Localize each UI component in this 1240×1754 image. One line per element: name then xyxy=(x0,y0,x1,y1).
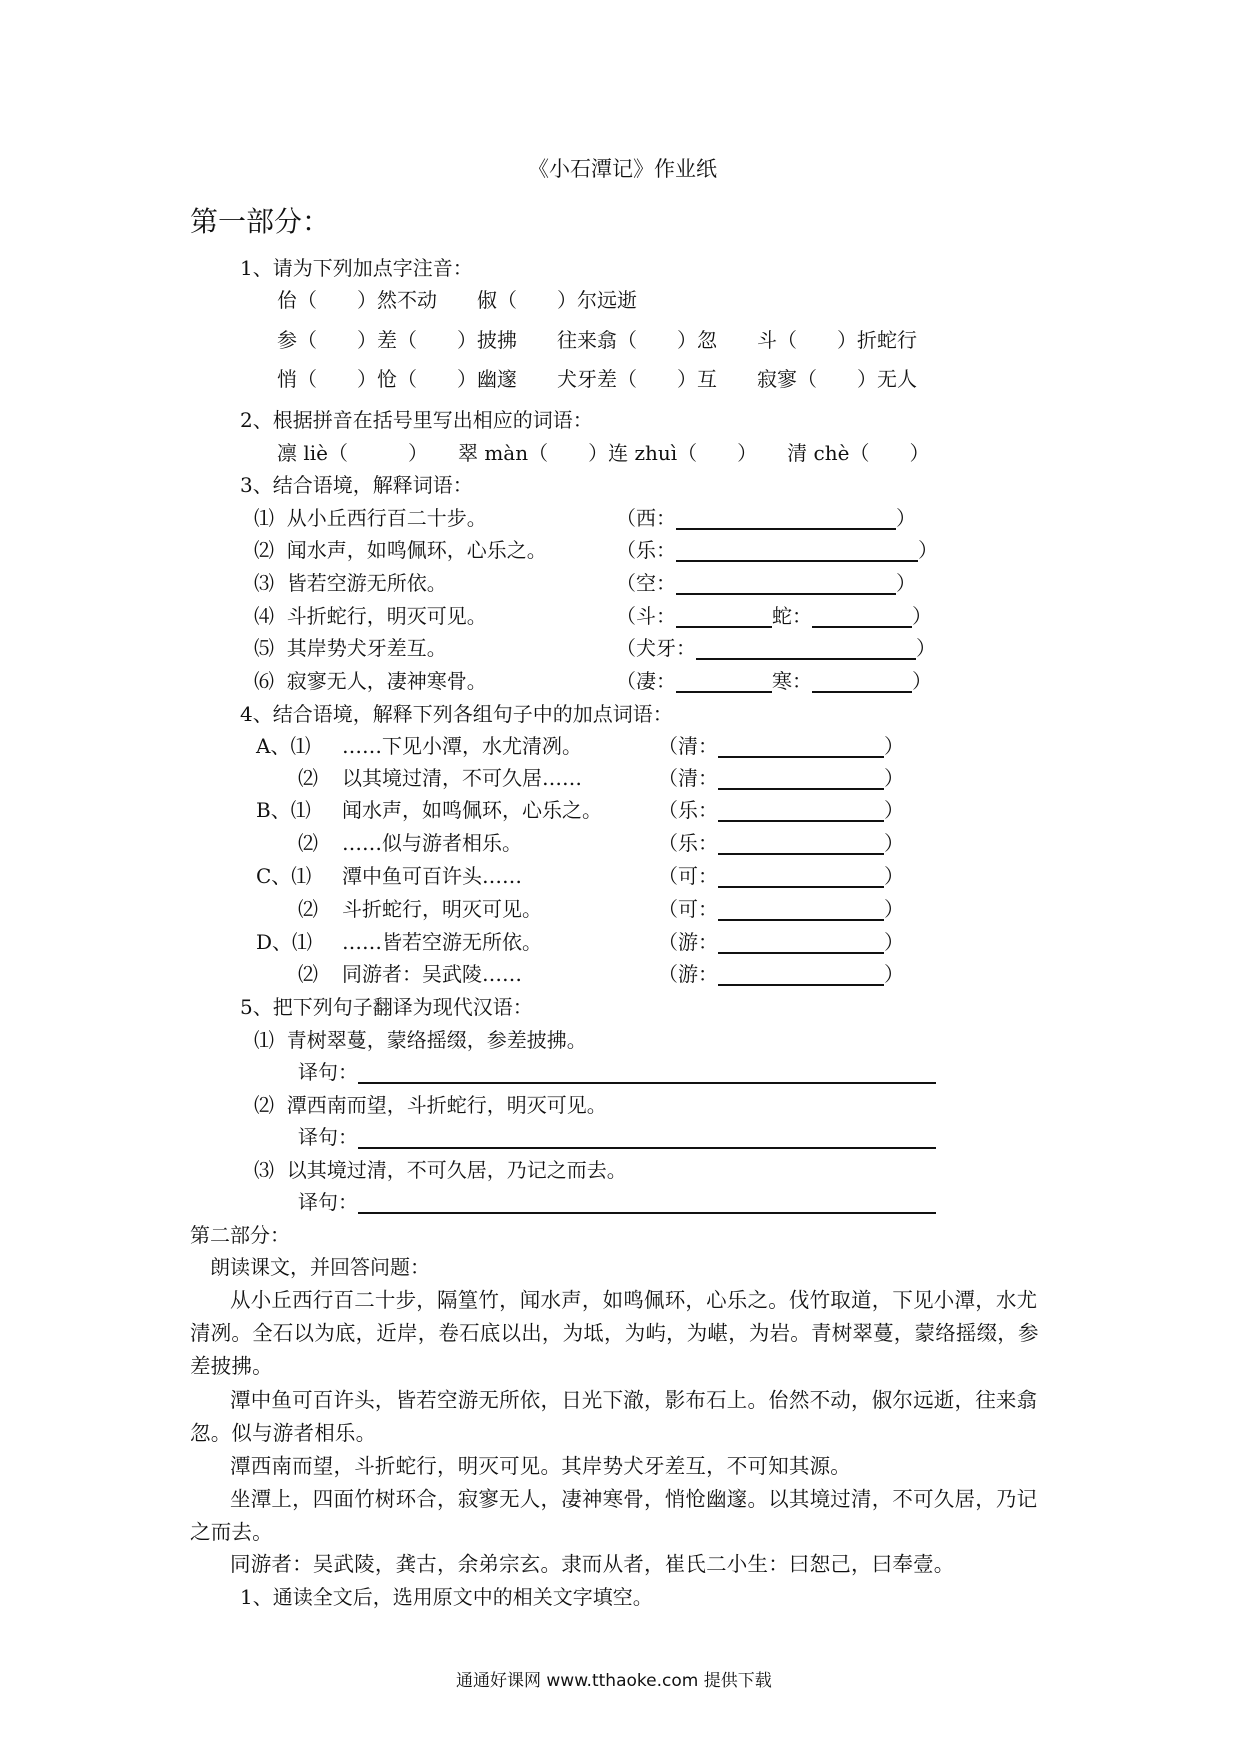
q4-text: 同游者：吴武陵…… xyxy=(342,962,522,986)
q2-prompt: 2、根据拼音在括号里写出相应的词语： xyxy=(240,408,593,432)
q3-mid: 寒： xyxy=(772,669,812,693)
footer-credit: 通通好课网 www.tthaoke.com 提供下载 xyxy=(456,1671,772,1691)
q3-tail: ） xyxy=(896,506,916,530)
q3-tail: ） xyxy=(918,538,938,562)
q3-answer xyxy=(616,571,916,595)
q4-tail: ） xyxy=(884,734,904,758)
passage-paragraph: 坐潭上，四面竹树环合，寂寥无人，凄神寒骨，悄怆幽邃。以其境过清，不可久居，乃记之而去。 xyxy=(190,1487,1038,1544)
q5-num: ⑵ xyxy=(254,1093,274,1117)
q4-prompt: 4、结合语境，解释下列各组句子中的加点词语： xyxy=(240,702,673,726)
q5-num: ⑶ xyxy=(254,1158,274,1182)
answer-blank[interactable] xyxy=(718,897,884,921)
translation-blank[interactable] xyxy=(358,1060,936,1084)
q4-tail: ） xyxy=(884,930,904,954)
q3-lead: （斗： xyxy=(616,604,676,628)
q5-text: 青树翠蔓，蒙络摇缀，参差披拂。 xyxy=(286,1028,587,1052)
q4-lead: （游： xyxy=(658,962,718,986)
translation-blank[interactable] xyxy=(358,1125,936,1149)
q5-label: 译句： xyxy=(298,1060,358,1084)
q5-translation xyxy=(298,1190,936,1214)
q3-num: ⑶ xyxy=(254,571,274,595)
q3-num: ⑸ xyxy=(254,636,274,660)
answer-blank[interactable] xyxy=(718,864,884,888)
q4-text: ……下见小潭，水尤清冽。 xyxy=(342,734,582,758)
q5-translation xyxy=(298,1125,936,1149)
q4-text: ……皆若空游无所依。 xyxy=(342,930,542,954)
q3-text: 闻水声，如鸣佩环，心乐之。 xyxy=(286,538,547,562)
q1-row1: 佁（ ）然不动 俶（ ）尔远逝 xyxy=(277,288,637,312)
q4-group: D、⑴ xyxy=(256,930,313,954)
q4-lead: （可： xyxy=(658,897,718,921)
q3-tail: ） xyxy=(916,636,936,660)
answer-blank[interactable] xyxy=(676,538,918,562)
q4-tail: ） xyxy=(884,864,904,888)
q3-item xyxy=(254,506,487,530)
passage-paragraph: 从小丘西行百二十步，隔篁竹，闻水声，如鸣佩环，心乐之。伐竹取道，下见小潭，水尤清冽。全石以为底，近岸，卷石底以出，为坻，为屿，为嵁，为岩。青树翠蔓，蒙络摇缀，参差披拂。 xyxy=(190,1288,1039,1378)
q4-answer xyxy=(658,864,904,888)
q4-tail: ） xyxy=(884,766,904,790)
answer-blank[interactable] xyxy=(718,798,884,822)
q4-lead: （清： xyxy=(658,766,718,790)
q5-num: ⑴ xyxy=(254,1028,274,1052)
q3-text: 寂寥无人，凄神寒骨。 xyxy=(286,669,487,693)
q3-item xyxy=(254,571,447,595)
q3-text: 皆若空游无所依。 xyxy=(286,571,447,595)
q4-lead: （乐： xyxy=(658,831,718,855)
q4-text: 潭中鱼可百许头…… xyxy=(342,864,522,888)
translation-blank[interactable] xyxy=(358,1190,936,1214)
q3-answer xyxy=(616,506,916,530)
q5-item xyxy=(254,1028,587,1052)
q3-answer xyxy=(616,538,938,562)
q5-label: 译句： xyxy=(298,1190,358,1214)
q4-answer xyxy=(658,962,904,986)
q1-row3: 悄（ ）怆（ ）幽邃 犬牙差（ ）互 寂寥（ ）无人 xyxy=(277,367,917,391)
q3-tail: ） xyxy=(896,571,916,595)
q3-text: 其岸势犬牙差互。 xyxy=(286,636,447,660)
q4-text: 以其境过清，不可久居…… xyxy=(342,766,582,790)
q3-tail: ） xyxy=(912,669,932,693)
answer-blank[interactable] xyxy=(718,766,884,790)
answer-blank[interactable] xyxy=(676,604,772,628)
q4-answer xyxy=(658,831,904,855)
page-title: 《小石潭记》作业纸 xyxy=(528,157,717,181)
part2-heading: 第二部分： xyxy=(190,1223,290,1247)
q3-num: ⑴ xyxy=(254,506,274,530)
q4-group: B、⑴ xyxy=(256,798,311,822)
q3-tail: ） xyxy=(912,604,932,628)
q3-text: 斗折蛇行，明灭可见。 xyxy=(286,604,487,628)
q5-text: 潭西南而望，斗折蛇行，明灭可见。 xyxy=(286,1093,607,1117)
part2-intro: 朗读课文，并回答问题： xyxy=(210,1255,430,1279)
q5-item xyxy=(254,1093,607,1117)
answer-blank[interactable] xyxy=(676,571,896,595)
q5-prompt: 5、把下列句子翻译为现代汉语： xyxy=(240,995,533,1019)
q3-text: 从小丘西行百二十步。 xyxy=(286,506,487,530)
q3-answer xyxy=(616,636,936,660)
q1-row2: 参（ ）差（ ）披拂 往来翕（ ）忽 斗（ ）折蛇行 xyxy=(277,328,917,352)
passage-paragraph: 潭中鱼可百许头，皆若空游无所依，日光下澈，影布石上。佁然不动，俶尔远逝，往来翕忽。似与游者相乐。 xyxy=(190,1388,1038,1445)
q3-answer xyxy=(616,604,932,628)
q3-item xyxy=(254,636,447,660)
q5-item xyxy=(254,1158,627,1182)
q4-group: C、⑴ xyxy=(256,864,312,888)
q4-answer xyxy=(658,930,904,954)
q4-group: ⑵ xyxy=(298,962,318,986)
answer-blank[interactable] xyxy=(718,831,884,855)
answer-blank[interactable] xyxy=(812,669,912,693)
answer-blank[interactable] xyxy=(676,669,772,693)
q4-answer xyxy=(658,798,904,822)
q3-num: ⑵ xyxy=(254,538,274,562)
q4-answer xyxy=(658,897,904,921)
q4-tail: ） xyxy=(884,962,904,986)
q1-prompt: 1、请为下列加点字注音： xyxy=(240,256,473,280)
q4-group: A、⑴ xyxy=(256,734,311,758)
q4-group: ⑵ xyxy=(298,766,318,790)
q4-text: ……似与游者相乐。 xyxy=(342,831,522,855)
q4-tail: ） xyxy=(884,897,904,921)
q3-lead: （空： xyxy=(616,571,676,595)
q3-mid: 蛇： xyxy=(772,604,812,628)
q3-item xyxy=(254,669,487,693)
q3-lead: （犬牙： xyxy=(616,636,696,660)
part1-heading: 第一部分： xyxy=(190,205,331,238)
q3-item xyxy=(254,538,547,562)
q5-translation xyxy=(298,1060,936,1084)
q3-prompt: 3、结合语境，解释词语： xyxy=(240,473,473,497)
answer-blank[interactable] xyxy=(812,604,912,628)
q4-answer xyxy=(658,734,904,758)
q4-tail: ） xyxy=(884,831,904,855)
q4-lead: （乐： xyxy=(658,798,718,822)
q4-lead: （清： xyxy=(658,734,718,758)
answer-blank[interactable] xyxy=(718,734,884,758)
q4-text: 斗折蛇行，明灭可见。 xyxy=(342,897,542,921)
q4-group: ⑵ xyxy=(298,897,318,921)
q3-item xyxy=(254,604,487,628)
q2-row: 凛 liè（ ） 翠 màn（ ）连 zhuì（ ） 清 chè（ ） xyxy=(277,441,930,465)
q4-tail: ） xyxy=(884,798,904,822)
q3-lead: （西： xyxy=(616,506,676,530)
answer-blank[interactable] xyxy=(676,506,896,530)
q3-num: ⑹ xyxy=(254,669,274,693)
part2-q1: 1、通读全文后，选用原文中的相关文字填空。 xyxy=(240,1585,653,1609)
q3-lead: （凄： xyxy=(616,669,676,693)
q3-num: ⑷ xyxy=(254,604,274,628)
q4-answer xyxy=(658,766,904,790)
q5-label: 译句： xyxy=(298,1125,358,1149)
q4-lead: （游： xyxy=(658,930,718,954)
q3-answer xyxy=(616,669,932,693)
q4-group: ⑵ xyxy=(298,831,318,855)
answer-blank[interactable] xyxy=(696,636,916,660)
passage-paragraph: 同游者：吴武陵，龚古，余弟宗玄。隶而从者，崔氏二小生：曰恕己，曰奉壹。 xyxy=(230,1552,955,1576)
answer-blank[interactable] xyxy=(718,962,884,986)
q4-text: 闻水声，如鸣佩环，心乐之。 xyxy=(342,798,602,822)
answer-blank[interactable] xyxy=(718,930,884,954)
q5-text: 以其境过清，不可久居，乃记之而去。 xyxy=(286,1158,627,1182)
q4-lead: （可： xyxy=(658,864,718,888)
q3-lead: （乐： xyxy=(616,538,676,562)
passage-paragraph: 潭西南而望，斗折蛇行，明灭可见。其岸势犬牙差互，不可知其源。 xyxy=(230,1454,851,1478)
